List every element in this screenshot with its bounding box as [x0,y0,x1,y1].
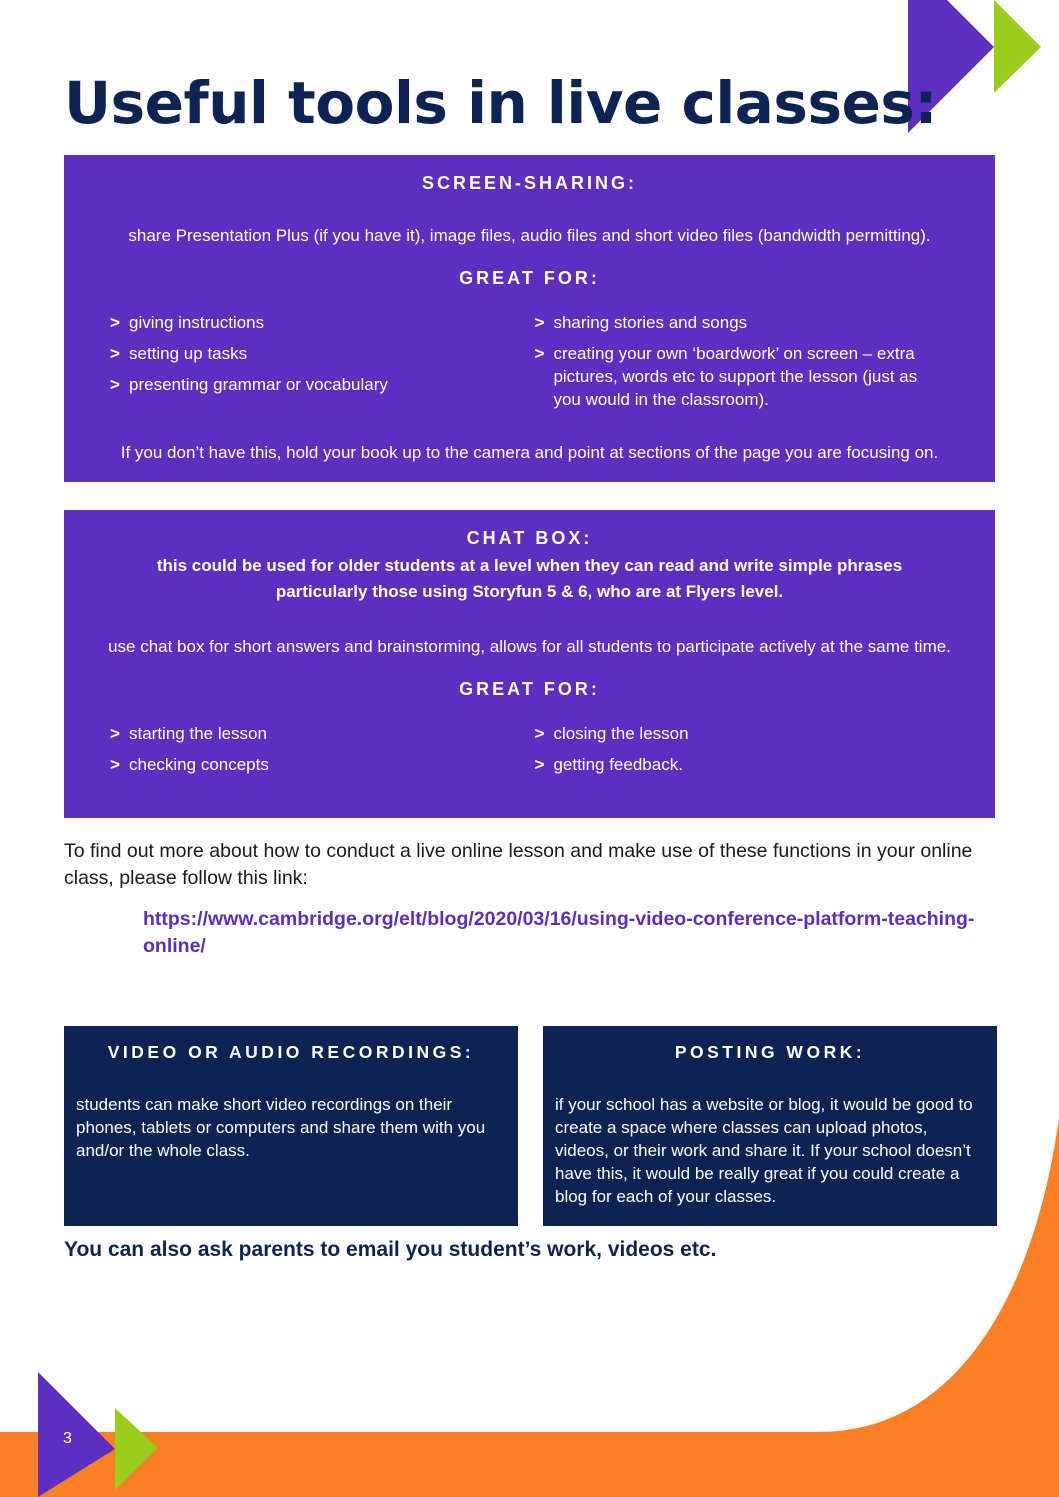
bullet-chevron-icon: > [110,344,120,363]
video-audio-body: students can make short video recordings on their phones, tablets or computers and share them with you and/or the whole class. [76,1095,486,1160]
video-audio-box [64,1026,518,1226]
list-item: > sharing stories and songs [534,313,748,332]
page-number: 3 [63,1430,72,1447]
chat-box-panel [64,510,995,818]
posting-work-heading: POSTING WORK: [674,1042,866,1062]
chat-box-uses [64,722,995,784]
page-title: Useful tools in live classes: [64,69,938,137]
screen-sharing-description: share Presentation Plus (if you have it), image files, audio files and short video files (bandwidth permitting). [128,226,931,245]
parents-email-note: You can also ask parents to email you student’s work, videos etc. [64,1238,717,1261]
list-item: > giving instructions [110,313,265,332]
screen-sharing-uses-right [534,311,949,419]
bullet-chevron-icon: > [110,375,120,394]
chat-box-heading: CHAT BOX: [466,528,593,548]
chat-box-uses-right [534,722,949,784]
bullet-chevron-icon: > [110,313,120,332]
screen-sharing-heading: SCREEN-SHARING: [421,173,637,193]
chat-box-description: use chat box for short answers and brainstorming, allows for all students to participate actively at the same time. [108,637,951,656]
screen-sharing-uses [64,311,995,419]
screen-sharing-great-for-heading: GREAT FOR: [459,268,600,288]
find-out-more-text: To find out more about how to conduct a live online lesson and make use of these functions in your online class, please follow this link: [64,840,973,889]
screen-sharing-uses-left [110,311,534,419]
chat-box-uses-left [110,722,534,784]
cambridge-blog-link[interactable]: https://www.cambridge.org/elt/blog/2020/03/16/using-video-conference-platform-teaching-online/ [143,908,975,957]
video-audio-heading: VIDEO OR AUDIO RECORDINGS: [107,1042,475,1062]
bullet-chevron-icon: > [534,755,545,774]
bullet-chevron-icon: > [110,755,120,774]
posting-work-body: if your school has a website or blog, it would be good to create a space where classes can upload photos, videos, or their work and share it. If your school doesn’t have this, it would be really great if you could create a blog for each of your classes. [555,1095,973,1206]
list-item: > starting the lesson [110,724,267,743]
list-item: > creating your own ‘boardwork’ on screen – extra pictures, words etc to support the lesson (just as you would in the classroom). [534,344,918,409]
list-item: > setting up tasks [110,344,248,363]
bullet-chevron-icon: > [534,313,545,332]
list-item: > checking concepts [110,755,269,774]
bullet-chevron-icon: > [110,724,120,743]
bullet-chevron-icon: > [534,724,545,743]
posting-work-box [543,1026,997,1226]
chat-box-great-for-heading: GREAT FOR: [459,679,600,699]
list-item: > getting feedback. [534,755,683,774]
chat-box-bold-line: this could be used for older students at a level when they can read and write simple phrases particularly those using Storyfun 5 & 6, who are at Flyers level. [156,556,903,601]
list-item: > closing the lesson [534,724,689,743]
green-triangle-top [994,0,1041,93]
list-item: > presenting grammar or vocabulary [110,375,388,394]
screen-sharing-panel [64,155,995,482]
bullet-chevron-icon: > [534,344,545,363]
screen-sharing-note: If you don’t have this, hold your book up to the camera and point at sections of the page you are focusing on. [120,443,939,462]
